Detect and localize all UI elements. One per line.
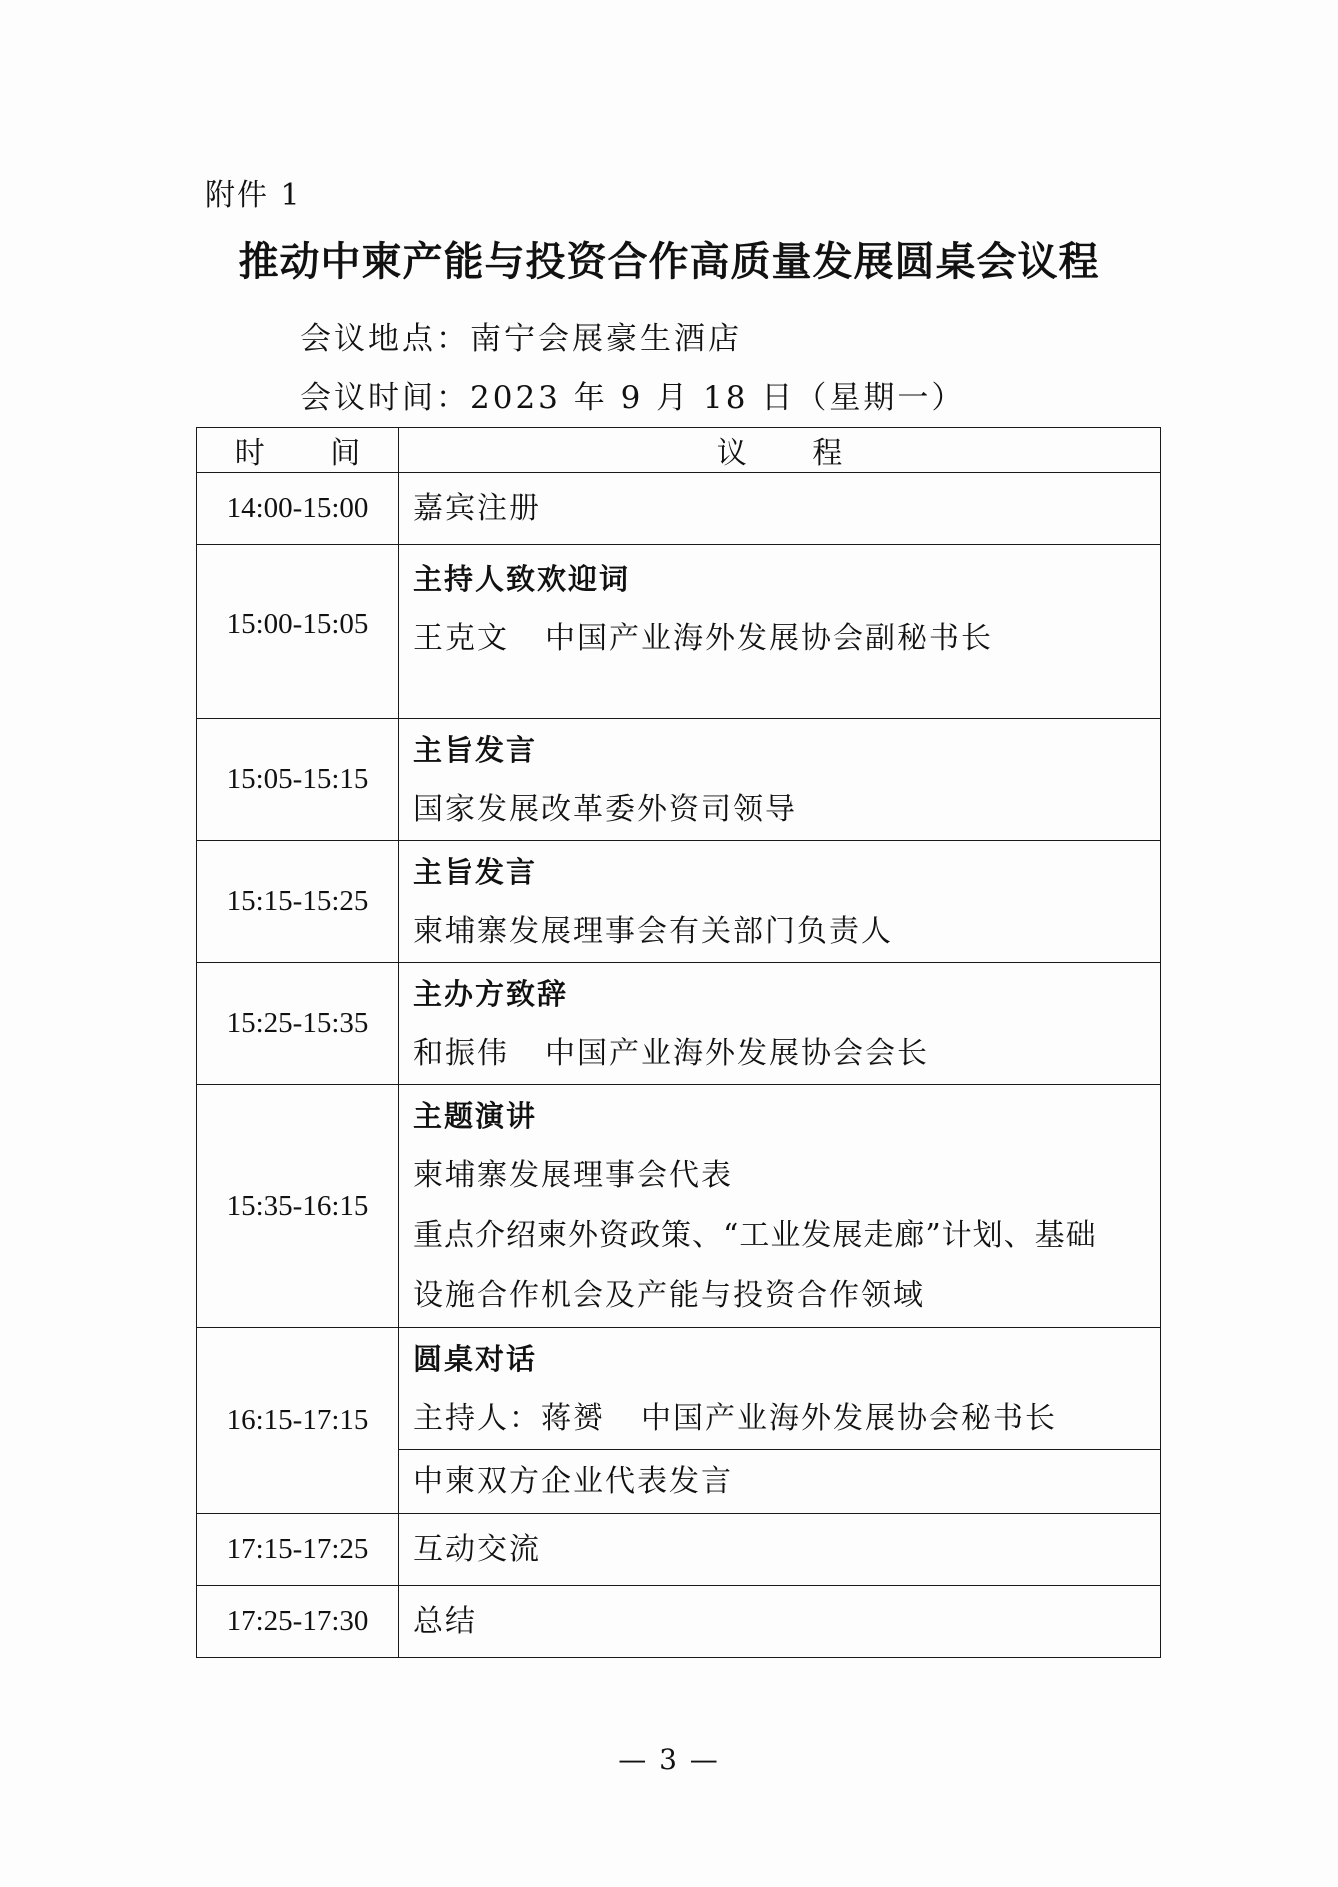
time-cell: 17:25-17:30: [197, 1586, 399, 1658]
agenda-line: 国家发展改革委外资司领导: [413, 791, 797, 827]
agenda-cell: [399, 545, 1161, 719]
agenda-line: 嘉宾注册: [413, 491, 541, 526]
time-cell: 14:00-15:00: [197, 473, 399, 545]
agenda-cell: [399, 1514, 1161, 1586]
agenda-line: 重点介绍柬外资政策、“工业发展走廊”计划、基础: [413, 1218, 1097, 1253]
time-cell: 17:15-17:25: [197, 1514, 399, 1586]
time-cell: 15:05-15:15: [197, 719, 399, 841]
agenda-cell: [399, 963, 1161, 1085]
table-row: [197, 545, 1161, 719]
agenda-table: [196, 427, 1161, 1658]
agenda-line: 总结: [413, 1604, 477, 1639]
agenda-cell: [399, 1450, 1161, 1514]
table-row: [197, 963, 1161, 1085]
page-title: 推动中柬产能与投资合作高质量发展圆桌会议程: [238, 239, 1100, 285]
header-time: 时 间: [197, 428, 399, 473]
agenda-item-heading: 主持人致欢迎词: [413, 562, 631, 596]
time-cell: 15:35-16:15: [197, 1085, 399, 1328]
meeting-time: 会议时间：2023 年 9 月 18 日（星期一）: [300, 380, 966, 416]
time-cell: 16:15-17:15: [197, 1328, 399, 1514]
agenda-line: 柬埔寨发展理事会有关部门负责人: [413, 913, 893, 949]
agenda-item-heading: 圆桌对话: [413, 1341, 538, 1376]
agenda-item-heading: 主题演讲: [413, 1099, 538, 1133]
table-row: [197, 841, 1161, 963]
host-title: 中国产业海外发展协会秘书长: [641, 1400, 1057, 1436]
agenda-cell: [399, 719, 1161, 841]
meeting-place: 会议地点：南宁会展豪生酒店: [300, 321, 742, 357]
time-cell: 15:15-15:25: [197, 841, 399, 963]
agenda-cell: [399, 1328, 1161, 1450]
time-cell: 15:00-15:05: [197, 545, 399, 719]
header-agenda: 议 程: [399, 428, 1161, 473]
agenda-cell: [399, 1085, 1161, 1328]
agenda-item-heading: 主旨发言: [413, 732, 538, 767]
table-row: [197, 1586, 1161, 1658]
agenda-item-heading: 主旨发言: [413, 854, 538, 889]
agenda-line: 中柬双方企业代表发言: [413, 1464, 733, 1499]
speaker-title: 中国产业海外发展协会副秘书长: [545, 621, 993, 656]
speaker-name: 和振伟: [413, 1035, 509, 1071]
time-cell: 15:25-15:35: [197, 963, 399, 1085]
agenda-line: 设施合作机会及产能与投资合作领域: [413, 1278, 925, 1313]
attachment-label: 附件 1: [205, 178, 302, 213]
table-header-row: [197, 428, 1161, 473]
agenda-line: 柬埔寨发展理事会代表: [413, 1158, 733, 1193]
page-number: — 3 —: [618, 1743, 720, 1776]
agenda-cell: [399, 841, 1161, 963]
agenda-item-heading: 主办方致辞: [413, 976, 569, 1011]
speaker-name: 王克文: [413, 621, 509, 656]
agenda-line: 互动交流: [413, 1532, 541, 1567]
table-row: [197, 1514, 1161, 1586]
table-row: [197, 1085, 1161, 1328]
host-name: 主持人：蒋赟: [413, 1400, 605, 1436]
table-row: [197, 719, 1161, 841]
speaker-title: 中国产业海外发展协会会长: [545, 1035, 929, 1071]
table-row: [197, 473, 1161, 545]
table-row: [197, 1328, 1161, 1450]
agenda-cell: [399, 1586, 1161, 1658]
agenda-cell: [399, 473, 1161, 545]
